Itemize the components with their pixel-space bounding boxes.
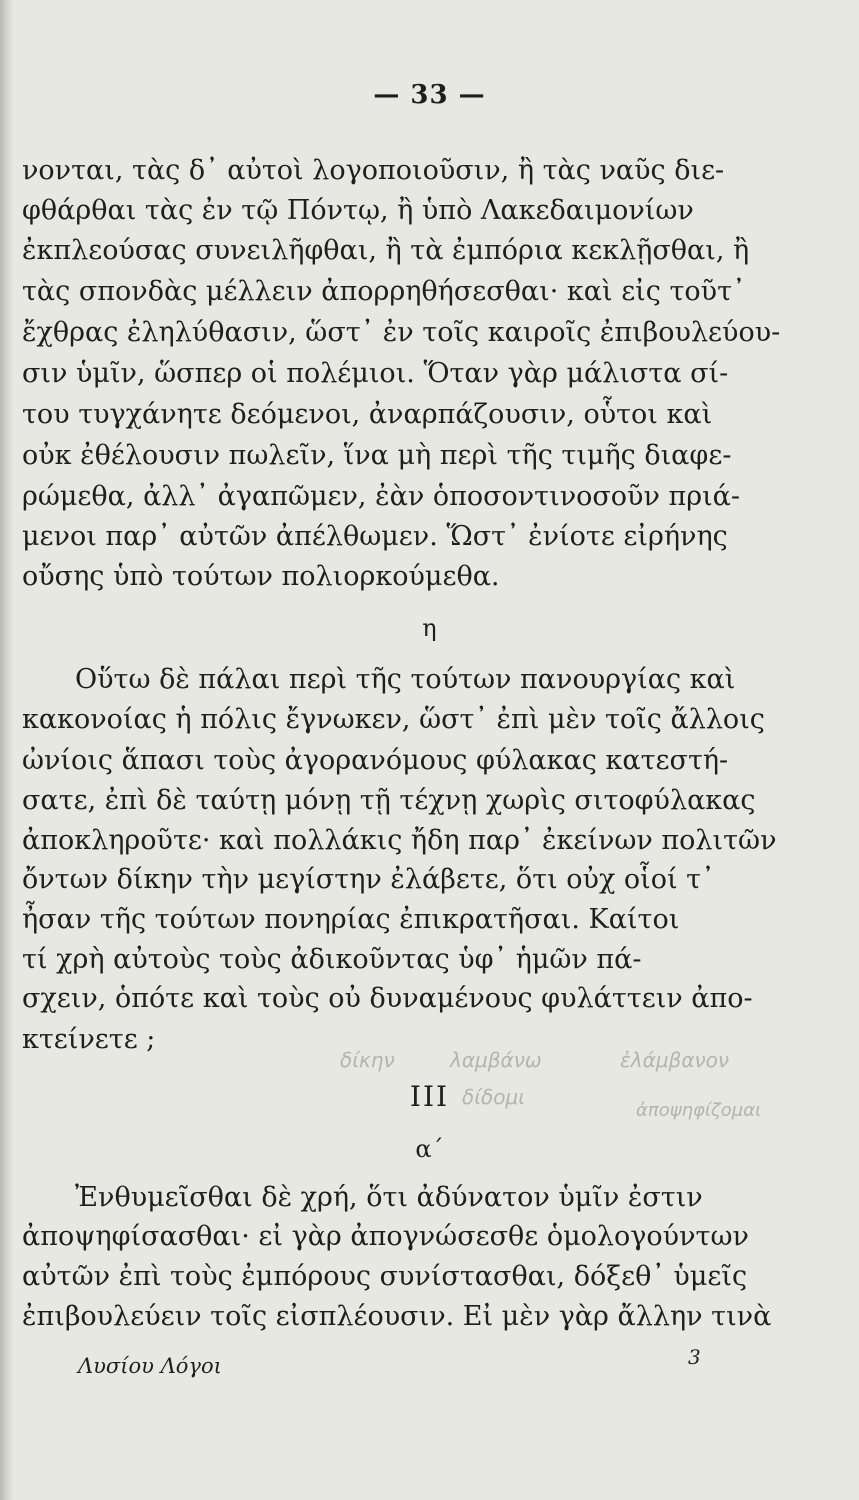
text-line: Ἐνθυμεῖσθαι δὲ χρή, ὅτι ἀδύνατον ὑμῖν ἐστιν xyxy=(75,1182,703,1213)
text-line: ἐκπλεούσας συνειλῆφθαι, ἢ τὰ ἐμπόρια κεκλῇσθαι, ἢ xyxy=(22,235,750,266)
text-line: ἔχθρας ἐληλύθασιν, ὥστ᾽ ἐν τοῖς καιροῖς ἐπιβουλεύου- xyxy=(22,317,781,348)
text-line: σχειν, ὁπότε καὶ τοὺς οὐ δυναμένους φυλάττειν ἀπο- xyxy=(22,983,753,1014)
pencil-note: ἀποψηφίζομαι xyxy=(636,1100,762,1121)
text-line: ἀποψηφίσασθαι· εἰ γὰρ ἀπογνώσεσθε ὁμολογούντων xyxy=(22,1221,749,1252)
text-line: νονται, τὰς δ᾽ αὐτοὶ λογοποιοῦσιν, ἢ τὰς ναῦς διε- xyxy=(22,155,725,186)
page-number: — 33 — xyxy=(373,80,486,110)
text-line: ἦσαν τῆς τούτων πονηρίας ἐπικρατῆσαι. Καίτοι xyxy=(22,904,680,935)
text-line: ἐπιβουλεύειν τοῖς εἰσπλέουσιν. Εἰ μὲν γὰρ ἄλλην τινὰ xyxy=(22,1301,772,1332)
section-marker-alpha: α´ xyxy=(415,1135,444,1163)
pencil-note: λαμβάνω xyxy=(450,1048,542,1072)
text-line: κακονοίας ἡ πόλις ἔγνωκεν, ὥστ᾽ ἐπὶ μὲν τοῖς ἄλλοις xyxy=(22,704,765,735)
text-line: του τυγχάνητε δεόμενοι, ἀναρπάζουσιν, οὗτοι καὶ xyxy=(22,399,713,430)
pencil-note: δίκην xyxy=(340,1048,395,1072)
text-line: οὔσης ὑπὸ τούτων πολιορκούμεθα. xyxy=(22,561,500,592)
signature-mark: 3 xyxy=(688,1345,701,1369)
text-line: οὐκ ἐθέλουσιν πωλεῖν, ἵνα μὴ περὶ τῆς τιμῆς διαφε- xyxy=(22,440,732,471)
text-line: αὐτῶν ἐπὶ τοὺς ἐμπόρους συνίστασθαι, δόξεθ᾽ ὑμεῖς xyxy=(22,1261,748,1292)
pencil-note: δίδομι xyxy=(462,1085,525,1109)
text-line: σιν ὑμῖν, ὥσπερ οἱ πολέμιοι. Ὅταν γὰρ μάλιστα σί- xyxy=(22,358,729,389)
text-line: σατε, ἐπὶ δὲ ταύτῃ μόνῃ τῇ τέχνῃ χωρὶς σιτοφύλακας xyxy=(22,785,756,816)
text-line: ρώμεθα, ἀλλ᾽ ἀγαπῶμεν, ἐὰν ὁποσοντινοσοῦν πριά- xyxy=(22,481,741,512)
text-line: τί χρὴ αὐτοὺς τοὺς ἀδικοῦντας ὑφ᾽ ἡμῶν πά- xyxy=(22,944,642,975)
running-footer-title: Λυσίου Λόγοι xyxy=(78,1354,222,1378)
section-heading-roman: III xyxy=(409,1080,450,1113)
section-marker-eta: η xyxy=(422,614,437,642)
text-line: φθάρθαι τὰς ἐν τῷ Πόντῳ, ἢ ὑπὸ Λακεδαιμονίων xyxy=(22,195,694,226)
text-line: Οὕτω δὲ πάλαι περὶ τῆς τούτων πανουργίας καὶ xyxy=(75,664,736,695)
text-line: κτείνετε ; xyxy=(22,1024,156,1055)
pencil-note: ἐλάμβανον xyxy=(620,1048,730,1072)
text-line: ἀποκληροῦτε· καὶ πολλάκις ἤδη παρ᾽ ἐκείνων πολιτῶν xyxy=(22,825,777,856)
text-line: μενοι παρ᾽ αὐτῶν ἀπέλθωμεν. Ὥστ᾽ ἐνίοτε εἰρήνης xyxy=(22,521,728,552)
text-line: ὄντων δίκην τὴν μεγίστην ἐλάβετε, ὅτι οὐχ οἷοί τ᾽ xyxy=(22,864,715,895)
text-line: τὰς σπονδὰς μέλλειν ἀπορρηθήσεσθαι· καὶ εἰς τοῦτ᾽ xyxy=(22,276,746,307)
page-binding-edge xyxy=(0,0,14,1500)
text-line: ὠνίοις ἅπασι τοὺς ἀγορανόμους φύλακας κατεστή- xyxy=(22,745,729,776)
